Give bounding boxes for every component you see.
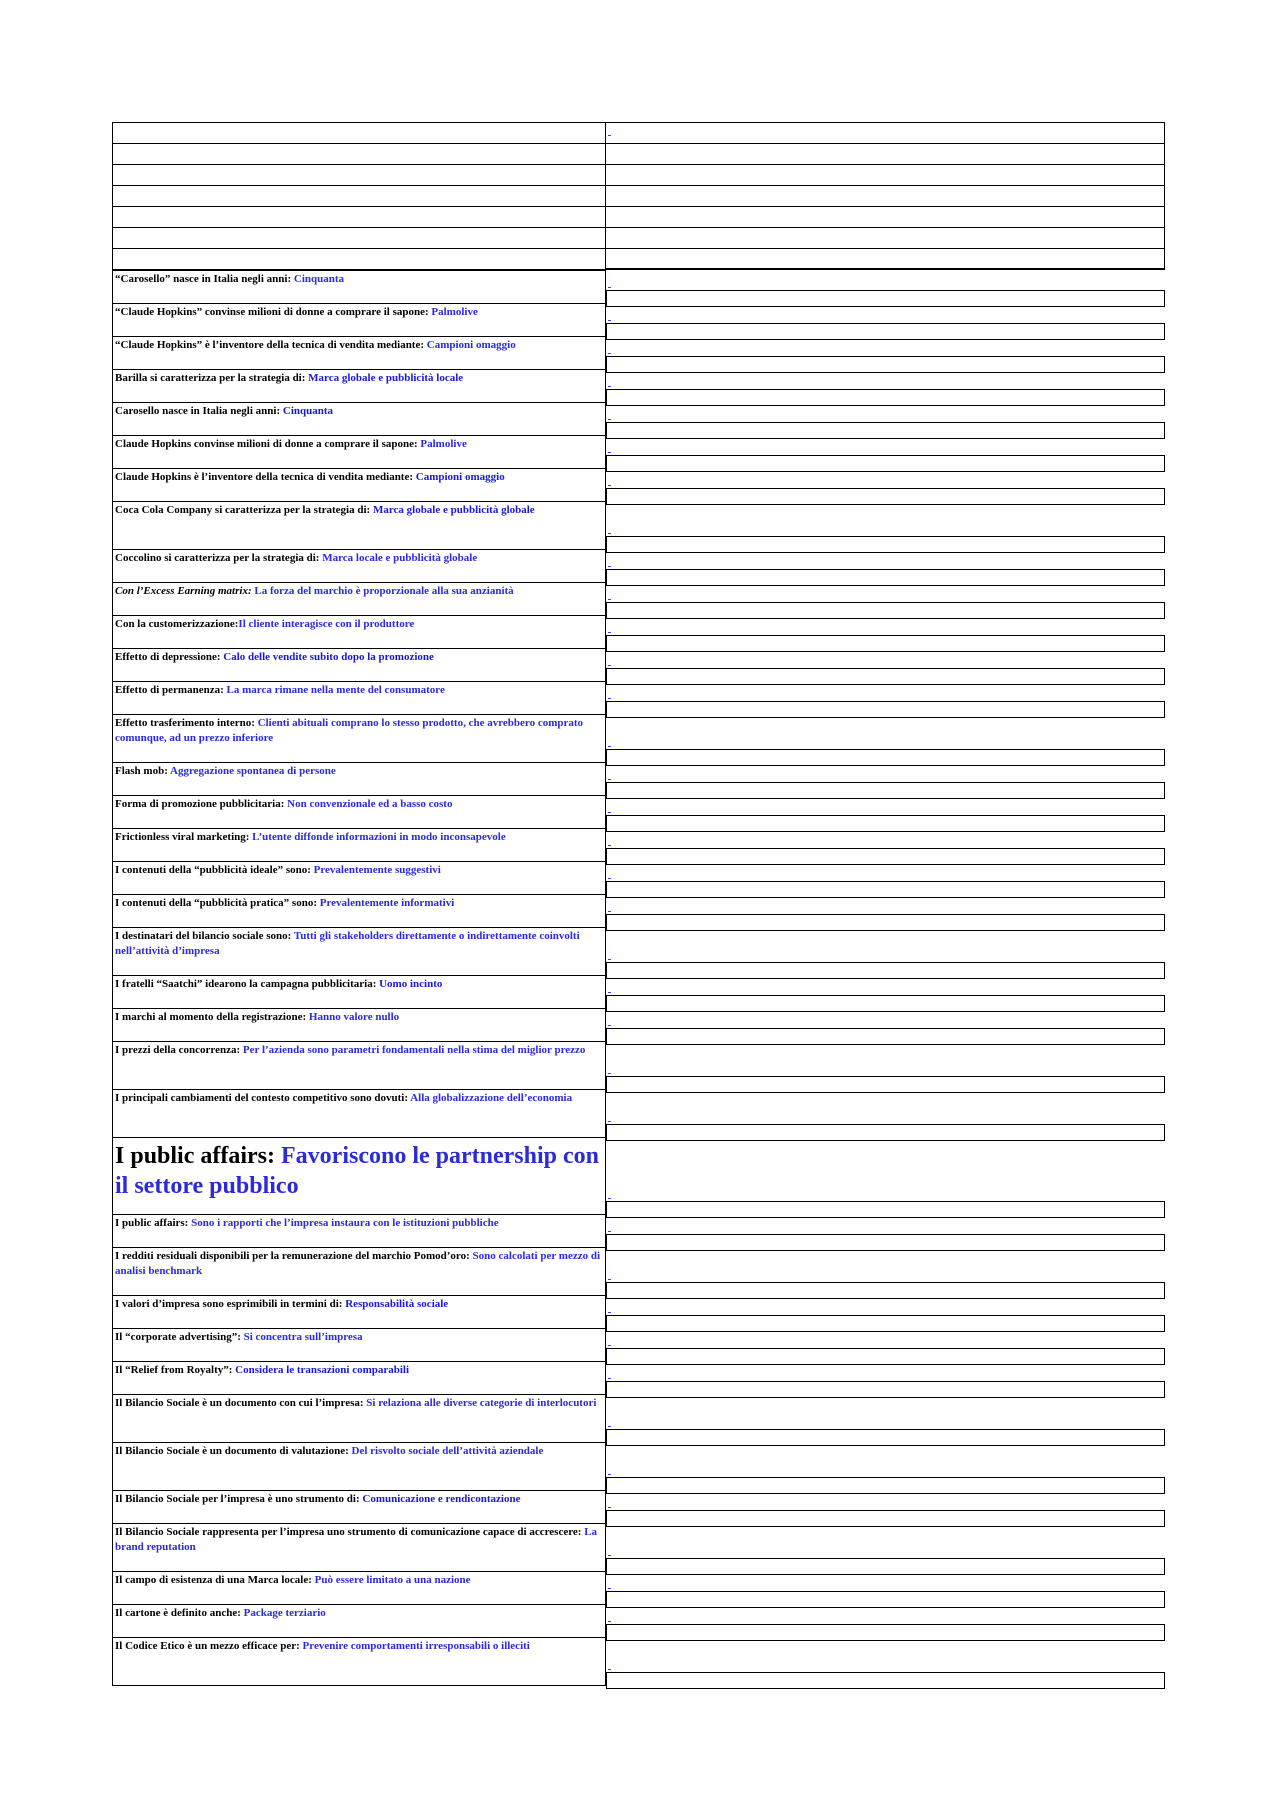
answer-column-cell — [606, 582, 1165, 615]
answer-column-cell — [606, 615, 1165, 648]
question-text: I redditi residuali disponibili per la remunerazione del marchio Pomod’oro: — [115, 1250, 470, 1262]
answer-column-cell — [606, 1637, 1165, 1685]
answer-column-cell — [606, 762, 1165, 795]
answer-column-cell — [606, 927, 1165, 975]
dash-mark — [608, 1198, 611, 1199]
answer-text: Marca globale e pubblicità globale — [372, 504, 535, 516]
table-row — [112, 1523, 1165, 1571]
question-text: Il Bilancio Sociale è un documento con cui l’impresa: — [115, 1397, 364, 1409]
empty-cell — [606, 248, 1165, 269]
question-text: Coca Cola Company si caratterizza per la strategia di: — [115, 504, 371, 516]
question-cell — [112, 582, 606, 615]
question-text: Con la customerizzazione: — [115, 618, 239, 630]
answer-column-cell — [606, 714, 1165, 762]
answer-text: La brand reputation — [115, 1526, 598, 1553]
question-cell — [112, 714, 606, 762]
table-row — [112, 1490, 1165, 1523]
question-text: “Claude Hopkins” convinse milioni di donne a comprare il sapone: — [115, 306, 429, 318]
answer-text: Prevalentemente informativi — [319, 897, 455, 909]
table-row — [112, 1571, 1165, 1604]
empty-cell — [112, 185, 606, 206]
answer-column-cell — [606, 681, 1165, 714]
dash-mark — [608, 1121, 611, 1122]
qa-rows — [112, 270, 1165, 1685]
dash-mark — [608, 1588, 611, 1589]
table-row — [112, 369, 1165, 402]
question-cell — [112, 927, 606, 975]
answer-text: Cinquanta — [293, 273, 345, 285]
answer-text: Palmolive — [431, 306, 478, 318]
table-row — [112, 468, 1165, 501]
answer-text: La marca rimane nella mente del consumatore — [226, 684, 445, 696]
dash-mark — [608, 665, 611, 666]
answer-column-cell — [606, 468, 1165, 501]
dash-mark — [608, 452, 611, 453]
question-cell — [112, 1295, 606, 1328]
answer-column-cell — [606, 648, 1165, 681]
empty-row — [112, 164, 1165, 185]
table-row — [112, 549, 1165, 582]
empty-cell — [606, 227, 1165, 248]
table-row — [112, 762, 1165, 795]
question-text: Il “corporate advertising”: — [115, 1331, 241, 1343]
dash-mark — [608, 1312, 611, 1313]
table-row — [112, 402, 1165, 435]
question-text: Effetto di permanenza: — [115, 684, 224, 696]
dash-mark — [608, 911, 611, 912]
question-cell — [112, 894, 606, 927]
empty-cell — [112, 248, 606, 269]
question-text: “Claude Hopkins” è l’inventore della tecnica di vendita mediante: — [115, 339, 425, 351]
empty-cell — [112, 206, 606, 227]
question-cell — [112, 1571, 606, 1604]
table-row — [112, 927, 1165, 975]
table-row — [112, 1247, 1165, 1295]
answer-text: Prevalentemente suggestivi — [313, 864, 441, 876]
answer-text: Cinquanta — [282, 405, 334, 417]
answer-column-cell — [606, 1247, 1165, 1295]
dash-mark — [608, 698, 611, 699]
answer-column-cell — [606, 1394, 1165, 1442]
answer-text: Non convenzionale ed a basso costo — [287, 798, 453, 810]
question-text: I contenuti della “pubblicità pratica” sono: — [115, 897, 317, 909]
answer-column-cell — [606, 1523, 1165, 1571]
table-row — [112, 795, 1165, 828]
answer-column-cell — [606, 270, 1165, 303]
question-text: I marchi al momento della registrazione: — [115, 1011, 307, 1023]
question-cell — [112, 1361, 606, 1394]
question-cell — [112, 270, 606, 303]
dash-mark — [608, 353, 611, 354]
empty-row — [112, 248, 1165, 270]
question-cell — [112, 861, 606, 894]
question-text: Con l’Excess Earning matrix: — [115, 585, 252, 597]
question-text: Il campo di esistenza di una Marca locale: — [115, 1574, 312, 1586]
question-text: Forma di promozione pubblicitaria: — [115, 798, 285, 810]
table-row — [112, 1137, 1165, 1214]
dash-mark — [608, 566, 611, 567]
question-cell — [112, 1214, 606, 1247]
question-cell — [112, 1328, 606, 1361]
question-cell — [112, 615, 606, 648]
answer-text: Marca locale e pubblicità globale — [322, 552, 478, 564]
empty-cell — [112, 227, 606, 248]
dash-mark — [608, 386, 611, 387]
dash-mark — [608, 878, 611, 879]
table-row — [112, 1442, 1165, 1490]
question-text: I principali cambiamenti del contesto competitivo sono dovuti: — [115, 1092, 409, 1104]
question-cell — [112, 1394, 606, 1442]
dash-mark — [608, 320, 611, 321]
dash-mark — [608, 1474, 611, 1475]
answer-text: Calo delle vendite subito dopo la promozione — [223, 651, 434, 663]
table-row — [112, 336, 1165, 369]
table-row — [112, 582, 1165, 615]
dash-mark — [608, 1073, 611, 1074]
question-cell — [112, 336, 606, 369]
question-cell — [112, 975, 606, 1008]
empty-row — [112, 143, 1165, 164]
answer-text: Può essere limitato a una nazione — [314, 1574, 471, 1586]
table-row — [112, 861, 1165, 894]
question-text: I fratelli “Saatchi” idearono la campagna pubblicitaria: — [115, 978, 377, 990]
question-text: Flash mob: — [115, 765, 168, 777]
empty-row — [112, 227, 1165, 248]
table-row — [112, 1361, 1165, 1394]
question-cell — [112, 402, 606, 435]
empty-cell — [606, 206, 1165, 227]
dash-mark — [608, 1279, 611, 1280]
answer-text: Favoriscono le partnership con il settore pubblico — [115, 1143, 600, 1199]
question-cell — [112, 1604, 606, 1637]
question-cell — [112, 1137, 606, 1214]
table-row — [112, 615, 1165, 648]
question-text: Il Bilancio Sociale è un documento di valutazione: — [115, 1445, 349, 1457]
answer-column-cell — [606, 501, 1165, 549]
answer-column-cell — [606, 1137, 1165, 1214]
answer-text: Il cliente interagisce con il produttore — [238, 618, 415, 630]
dash-mark — [608, 599, 611, 600]
empty-cell — [606, 164, 1165, 185]
table-row — [112, 1637, 1165, 1685]
answer-column-cell — [606, 1442, 1165, 1490]
empty-row — [112, 122, 1165, 143]
question-text: I contenuti della “pubblicità ideale” sono: — [115, 864, 311, 876]
question-text: Coccolino si caratterizza per la strategia di: — [115, 552, 320, 564]
answer-text: Clienti abituali comprano lo stesso prodotto, che avrebbero comprato comunque, ad un prezzo inferiore — [115, 717, 584, 744]
question-text: Barilla si caratterizza per la strategia di: — [115, 372, 306, 384]
answer-column-cell — [606, 795, 1165, 828]
answer-text: Campioni omaggio — [426, 339, 516, 351]
dash-mark — [608, 1621, 611, 1622]
table-row — [112, 681, 1165, 714]
question-text: I destinatari del bilancio sociale sono: — [115, 930, 292, 942]
question-cell — [112, 1490, 606, 1523]
dash-mark — [608, 746, 611, 747]
empty-row — [112, 185, 1165, 206]
question-cell — [112, 648, 606, 681]
dash-mark — [608, 485, 611, 486]
answer-text: Si concentra sull’impresa — [243, 1331, 363, 1343]
answer-column-cell — [606, 549, 1165, 582]
table-row — [112, 501, 1165, 549]
answer-text: Del risvolto sociale dell’attività aziendale — [351, 1445, 544, 1457]
answer-column-cell — [606, 975, 1165, 1008]
question-cell — [112, 1442, 606, 1490]
answer-text: La forza del marchio è proporzionale alla sua anzianità — [254, 585, 514, 597]
answer-text: Palmolive — [420, 438, 467, 450]
table-row — [112, 1295, 1165, 1328]
dash-mark — [608, 845, 611, 846]
answer-column-cell — [606, 369, 1165, 402]
dash-mark — [608, 1426, 611, 1427]
question-cell — [112, 435, 606, 468]
dash-mark — [608, 779, 611, 780]
table-row — [112, 270, 1165, 303]
answer-column-cell — [606, 894, 1165, 927]
answer-text: L’utente diffonde informazioni in modo inconsapevole — [252, 831, 506, 843]
answer-column-cell — [606, 1571, 1165, 1604]
table-row — [112, 1214, 1165, 1247]
answer-text: Considera le transazioni comparabili — [235, 1364, 410, 1376]
answer-column-cell — [606, 1214, 1165, 1247]
table-row — [112, 1604, 1165, 1637]
dash-mark — [608, 959, 611, 960]
spreadsheet-table — [112, 122, 1165, 1686]
answer-column-cell — [606, 303, 1165, 336]
answer-text: Marca globale e pubblicità locale — [308, 372, 464, 384]
question-text: I valori d’impresa sono esprimibili in termini di: — [115, 1298, 343, 1310]
empty-cell — [112, 143, 606, 164]
question-cell — [112, 795, 606, 828]
answer-column-cell — [606, 1008, 1165, 1041]
dash-mark — [608, 1345, 611, 1346]
question-cell — [112, 1247, 606, 1295]
answer-text: Responsabilità sociale — [345, 1298, 449, 1310]
dash-mark — [608, 812, 611, 813]
dash-mark — [608, 992, 611, 993]
question-cell — [112, 1523, 606, 1571]
question-text: Il Codice Etico è un mezzo efficace per: — [115, 1640, 300, 1652]
table-row — [112, 648, 1165, 681]
dash-mark — [608, 632, 611, 633]
answer-text: Per l’azienda sono parametri fondamentali nella stima del miglior prezzo — [242, 1044, 586, 1056]
table-row — [112, 828, 1165, 861]
question-text: Claude Hopkins convinse milioni di donne a comprare il sapone: — [115, 438, 418, 450]
answer-text: Hanno valore nullo — [308, 1011, 400, 1023]
answer-column-cell — [606, 336, 1165, 369]
answer-column-cell — [606, 1361, 1165, 1394]
answer-text: Sono calcolati per mezzo di analisi benchmark — [115, 1250, 601, 1277]
question-text: I public affairs: — [115, 1143, 276, 1169]
empty-cell — [112, 164, 606, 185]
question-text: Il Bilancio Sociale per l’impresa è uno strumento di: — [115, 1493, 360, 1505]
answer-text: Tutti gli stakeholders direttamente o indirettamente coinvolti nell’attività d’impresa — [115, 930, 580, 957]
empty-row — [112, 206, 1165, 227]
table-row — [112, 435, 1165, 468]
table-row — [112, 894, 1165, 927]
answer-column-cell — [606, 1295, 1165, 1328]
question-cell — [112, 549, 606, 582]
question-cell — [112, 1089, 606, 1137]
answer-text: Si relaziona alle diverse categorie di interlocutori — [366, 1397, 597, 1409]
answer-column-cell — [606, 1041, 1165, 1089]
question-text: Frictionless viral marketing: — [115, 831, 250, 843]
answer-text: Alla globalizzazione dell’economia — [410, 1092, 573, 1104]
dash-mark — [608, 533, 611, 534]
answer-column-cell — [606, 435, 1165, 468]
question-text: Claude Hopkins è l’inventore della tecnica di vendita mediante: — [115, 471, 414, 483]
answer-text: Uomo incinto — [379, 978, 443, 990]
dash-mark — [608, 1231, 611, 1232]
dash-mark — [608, 1025, 611, 1026]
answer-text: Sono i rapporti che l’impresa instaura con le istituzioni pubbliche — [191, 1217, 499, 1229]
answer-column-cell — [606, 1604, 1165, 1637]
answer-text: Campioni omaggio — [415, 471, 505, 483]
question-cell — [112, 369, 606, 402]
question-cell — [112, 762, 606, 795]
question-text: I prezzi della concorrenza: — [115, 1044, 241, 1056]
answer-column-cell — [606, 1490, 1165, 1523]
table-row — [112, 1089, 1165, 1137]
dash-mark — [608, 1507, 611, 1508]
answer-column-cell — [606, 828, 1165, 861]
table-bottom-border — [112, 1685, 606, 1686]
question-text: Effetto trasferimento interno: — [115, 717, 255, 729]
answer-column-cell — [606, 402, 1165, 435]
question-cell — [112, 468, 606, 501]
answer-text: Prevenire comportamenti irresponsabili o illeciti — [302, 1640, 530, 1652]
answer-text: Comunicazione e rendicontazione — [362, 1493, 521, 1505]
answer-column-cell — [606, 861, 1165, 894]
table-row — [112, 1328, 1165, 1361]
question-cell — [112, 828, 606, 861]
table-row — [112, 1008, 1165, 1041]
question-cell — [112, 501, 606, 549]
question-text: “Carosello” nasce in Italia negli anni: — [115, 273, 292, 285]
answer-column-cell — [606, 1328, 1165, 1361]
answer-column-cell — [606, 1089, 1165, 1137]
question-cell — [112, 1041, 606, 1089]
empty-cell-box — [606, 1672, 1165, 1689]
table-row — [112, 1041, 1165, 1089]
empty-cell — [606, 122, 1165, 143]
dash-mark — [608, 1555, 611, 1556]
question-text: Il Bilancio Sociale rappresenta per l’impresa uno strumento di comunicazione capace di accrescere: — [115, 1526, 582, 1538]
question-cell — [112, 303, 606, 336]
dash-mark — [608, 1378, 611, 1379]
question-text: Carosello nasce in Italia negli anni: — [115, 405, 281, 417]
dash-mark — [608, 287, 611, 288]
question-text: Il “Relief from Royalty”: — [115, 1364, 233, 1376]
question-text: Effetto di depressione: — [115, 651, 221, 663]
empty-cell — [112, 122, 606, 143]
question-cell — [112, 1008, 606, 1041]
table-row — [112, 714, 1165, 762]
table-row — [112, 1394, 1165, 1442]
question-cell — [112, 681, 606, 714]
answer-text: Package terziario — [243, 1607, 326, 1619]
table-row — [112, 975, 1165, 1008]
table-row — [112, 303, 1165, 336]
answer-text: Aggregazione spontanea di persone — [170, 765, 336, 777]
empty-cell — [606, 185, 1165, 206]
question-text: I public affairs: — [115, 1217, 189, 1229]
empty-cell — [606, 143, 1165, 164]
dash-mark — [608, 419, 611, 420]
question-cell — [112, 1637, 606, 1685]
dash-mark — [608, 1669, 611, 1670]
question-text: Il cartone è definito anche: — [115, 1607, 241, 1619]
